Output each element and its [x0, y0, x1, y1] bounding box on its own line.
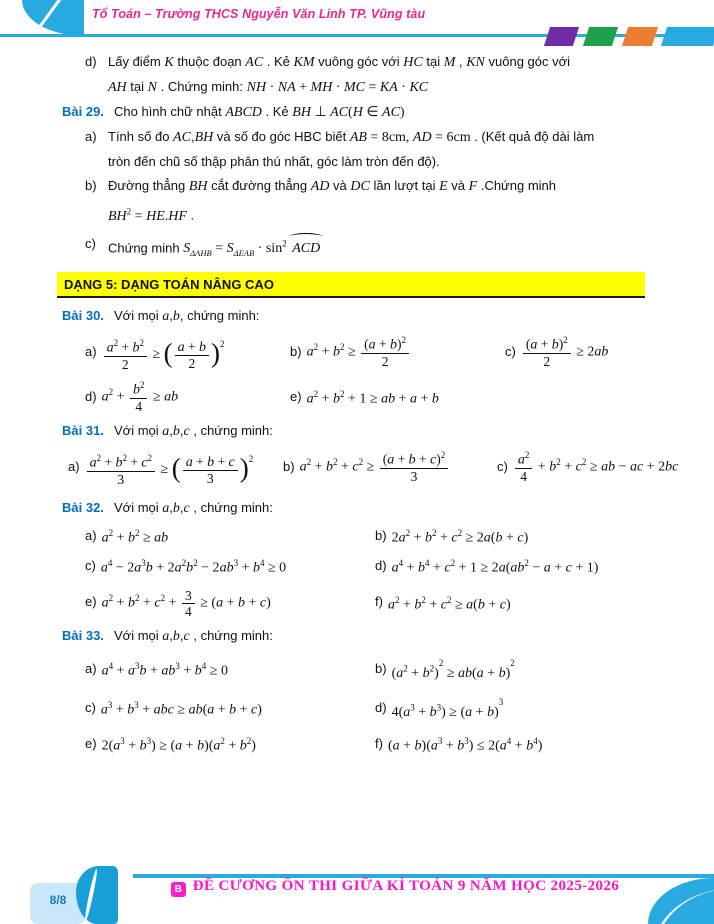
item-label: c)	[497, 459, 508, 475]
item-label: b)	[290, 344, 302, 360]
problem-bai-29-heading	[60, 100, 694, 125]
item-label: a)	[68, 459, 80, 475]
formula: $\frac{a^2 + b^2}{2}$ ≥ ( $\frac{a + b}{2}$ )$^2$	[102, 332, 225, 372]
item-label: b)	[375, 660, 387, 676]
item-label: c)	[85, 557, 96, 573]
bai32-item-b	[375, 521, 528, 551]
formula: $\frac{a^2 + b^2 + c^2}{3}$ ≥ ( $\frac{a + b + c}{3}$ )$^2$	[85, 447, 254, 487]
section-heading-dang-5: DẠNG 5: DẠNG TOÁN NÂNG CAO	[57, 272, 645, 298]
bai29-item-b	[60, 174, 694, 229]
item-text: Lấy điểm K thuộc đoạn AC . Kẻ KM vuông góc với HC tại M , KN vuông góc với AH tại N . Chứng minh: NH · NA + MH · MC = KA · KC	[108, 54, 571, 95]
item-label: c)	[85, 235, 96, 251]
bai30-item-d	[85, 380, 290, 415]
bai30-row-2	[60, 375, 694, 419]
problem-intro: Với mọi a,b, chứng minh:	[114, 308, 260, 325]
blogger-icon: B	[171, 882, 186, 897]
problem-label: Bài 32.	[62, 500, 104, 516]
header-school-title: Tổ Toán – Trường THCS Nguyễn Văn Linh TP. Vũng tàu	[92, 7, 426, 21]
bai32-item-e	[85, 586, 375, 619]
item-label: a)	[85, 527, 97, 543]
bai33-item-a	[85, 652, 375, 686]
item-label: e)	[290, 389, 302, 405]
item-label: a)	[85, 344, 97, 360]
bai31-row-1	[60, 444, 694, 490]
corner-swoosh-decoration	[22, 0, 84, 36]
formula: $2a^2 + b^2 + c^2 \ge 2a(b + c)$	[391, 528, 529, 546]
bai32-item-c	[85, 551, 375, 581]
bai32-item-f	[375, 588, 511, 618]
bai29-item-a	[60, 125, 694, 174]
page-number-badge: 8/8	[30, 883, 86, 924]
problem-bai-33-heading	[60, 624, 694, 649]
formula: $a^2$ + $\frac{b^2}{4}$ ≥ ab	[101, 380, 179, 415]
formula: $(a^2 + b^2)^2 \ge ab(a + b)^2$	[391, 658, 515, 682]
problem-intro: Với mọi a,b,c , chứng minh:	[114, 423, 273, 440]
item-label: a)	[85, 129, 97, 144]
formula: $a^4 + b^4 + c^2 + 1 \ge 2a(ab^2 - a + c + 1)$	[391, 557, 599, 576]
document-body	[60, 50, 694, 761]
item-label: b)	[375, 527, 387, 543]
formula: $a^4 - 2a^3b + 2a^2b^2 - 2ab^3 + b^4 \ge 0$	[100, 557, 287, 576]
item-label: e)	[85, 594, 97, 610]
bai33-item-f	[375, 727, 542, 761]
problem-label: Bài 29.	[62, 104, 104, 119]
problem-intro: Với mọi a,b,c , chứng minh:	[114, 500, 273, 517]
item-label: d)	[85, 389, 97, 405]
problem-label: Bài 30.	[62, 308, 104, 324]
bai32-row-3	[60, 580, 694, 624]
problem-bai-30-heading	[60, 304, 694, 329]
bai30-item-b	[290, 335, 505, 370]
formula: $a^2 + b^2 + 1$ ≥ ab + a + b	[306, 389, 439, 407]
problem-bai-31-heading	[60, 419, 694, 444]
item-label: d)	[85, 54, 97, 69]
bai33-item-e	[85, 727, 375, 761]
problem-item-d	[60, 50, 694, 100]
formula: $\frac{(a + b)^2}{2}$ ≥ 2ab	[521, 335, 609, 369]
item-label: c)	[505, 344, 516, 360]
item-text: Đường thẳng BH cắt đường thẳng AD và DC lần lượt tại E và F .Chứng minh $BH^2 = HE.HF$ .	[108, 178, 557, 224]
bai30-item-a	[85, 332, 290, 372]
bai31-item-c	[497, 450, 678, 485]
item-text: Tính số đo AC,BH và số đo góc HBC biết AB = 8cm, AD = 6cm . (Kết quả độ dài làm tròn đến chũ số thập phân thú nhất, góc làm tròn đến độ).	[108, 129, 595, 169]
accent-square-cyan	[661, 27, 714, 46]
accent-square-orange	[622, 27, 658, 46]
bai30-item-e	[290, 382, 439, 412]
book-decoration	[76, 866, 118, 924]
bai32-item-a	[85, 521, 375, 551]
bai30-row-1	[60, 329, 694, 375]
formula: $a^2 + b^2 + c^2$ ≥ $\frac{(a + b + c)^2}{3}$	[300, 450, 451, 485]
bai31-item-b	[283, 450, 497, 485]
bai31-item-a	[68, 447, 283, 487]
formula: $a^2 + b^2 + c^2$ + $\frac{3}{4}$ ≥ (a + b + c)	[101, 587, 271, 619]
bai29-item-c	[60, 229, 694, 268]
bai32-row-1	[60, 521, 694, 551]
bai33-row-2	[60, 688, 694, 727]
problem-label: Bài 33.	[62, 628, 104, 644]
formula: $a^2 + b^2$ ≥ ab	[101, 528, 169, 546]
bai33-row-3	[60, 727, 694, 761]
problem-intro: Cho hình chữ nhật ABCD . Kẻ BH ⊥ AC(H ∈ AC)	[114, 104, 405, 120]
footer-title-text: ĐỀ CƯƠNG ÔN THI GIỮA KÌ TOÁN 9 NĂM HỌC 2025-2026	[192, 878, 620, 894]
bai30-item-c	[505, 335, 608, 369]
corner-decoration-bottom-right	[648, 878, 714, 924]
formula: $(a + b)(a^3 + b^3) \le 2(a^4 + b^4)$	[387, 736, 543, 755]
formula: $\frac{a^2}{4}$ + $b^2 + c^2$ ≥ ab − ac + 2bc	[513, 450, 678, 485]
item-text: Chứng minh $S_{\Delta AHB} = S_{\Delta EAB} \cdot \sin^2$ ACD	[108, 229, 694, 268]
item-label: d)	[375, 557, 387, 573]
formula: $a^2 + b^2 + c^2 \ge a(b + c)$	[387, 594, 511, 613]
accent-square-purple	[544, 27, 579, 46]
item-label: b)	[283, 459, 295, 475]
problem-bai-32-heading	[60, 496, 694, 521]
item-label: f)	[375, 594, 383, 610]
problem-label: Bài 31.	[62, 423, 104, 439]
bai33-row-1	[60, 649, 694, 688]
bai32-row-2	[60, 551, 694, 581]
bai32-item-d	[375, 551, 598, 581]
formula: $2(a^3 + b^3) \ge (a + b)(a^2 + b^2)$	[101, 736, 256, 755]
bai33-item-b	[375, 649, 515, 688]
footer-title	[140, 878, 650, 897]
item-label: a)	[85, 660, 97, 676]
item-label: e)	[85, 736, 97, 752]
item-label: d)	[375, 699, 387, 715]
accent-square-green	[583, 27, 618, 46]
item-label: c)	[85, 699, 96, 715]
formula: $a^4 + a^3b + ab^3 + b^4 \ge 0$	[101, 661, 228, 679]
problem-intro: Với mọi a,b,c , chứng minh:	[114, 628, 273, 645]
bai33-item-c	[85, 691, 375, 725]
formula: $a^3 + b^3$ + abc ≥ ab(a + b + c)	[100, 700, 262, 718]
formula: $a^2 + b^2$ ≥ $\frac{(a + b)^2}{2}$	[307, 335, 411, 370]
item-label: f)	[375, 736, 383, 752]
item-label: b)	[85, 178, 97, 193]
bai33-item-d	[375, 688, 503, 727]
formula: $4(a^3 + b^3) \ge (a + b)^3$	[391, 697, 504, 721]
